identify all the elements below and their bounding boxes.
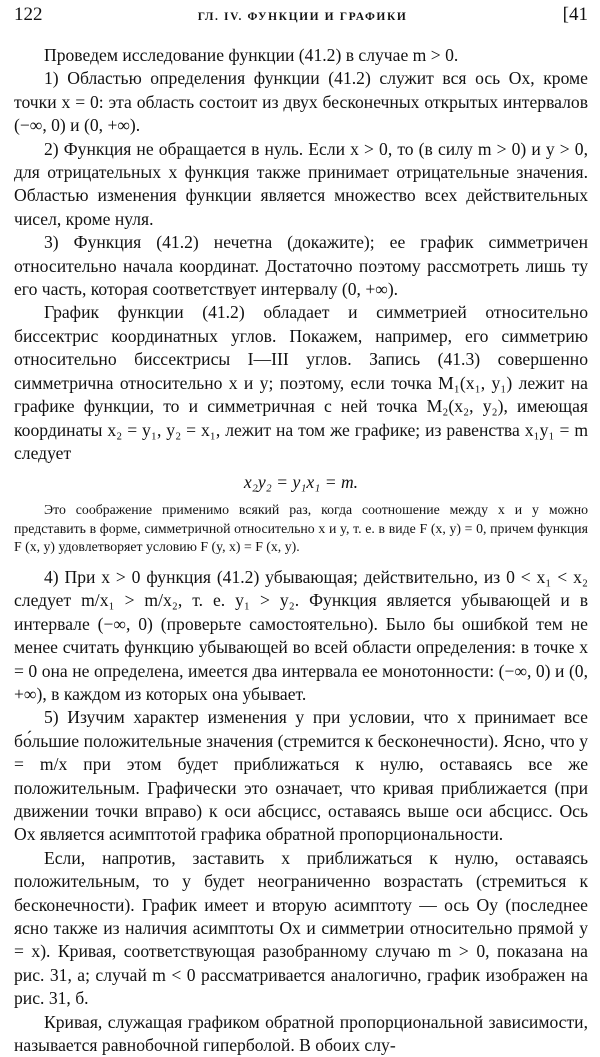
paragraph-domain: 1) Областью определения функции (41.2) служит вся ось Ox, кроме точки x = 0: эта область состоит из двух бесконечных открытых интервалов (−∞, 0) и (0, +∞). xyxy=(14,68,588,136)
page-number: 122 xyxy=(14,4,43,25)
paragraph-hyperbola: Кривая, служащая графиком обратной пропорциональной зависимости, называется равнобочной гиперболой. В обоих слу- xyxy=(14,1011,588,1056)
section-mark: [41 xyxy=(562,4,588,25)
paragraph-odd-function: 3) Функция (41.2) нечетна (докажите); ее график симметричен относительно начала координат. Достаточно поэтому рассмотреть лишь ту его часть, которая соответствует интервалу (0, +∞). xyxy=(14,232,588,300)
page-header xyxy=(14,4,588,34)
running-head: ГЛ. IV. ФУНКЦИИ И ГРАФИКИ xyxy=(197,11,408,23)
paragraph-symmetry: График функции (41.2) обладает и симметрией относительно биссектрис координатных углов. Покажем, например, его симметрию относительно биссектрисы I—III углов. Запись (41.3) совершенно симметрична относительно x и y; поэтому, если точка M₁(x₁, y₁) лежит на графике функции, то и симметричная с ней точка M₂(x₂, y₂), имеющая координаты x₂ = y₁, y₂ = x₁, лежит на том же графике; из равенства x₁y₁ = m следует xyxy=(14,302,588,463)
paragraph-asymptote-ox: 5) Изучим характер изменения y при условии, что x принимает все бо́льшие положительные значения (стремится к бесконечности). Ясно, что y = m/x при этом будет приближаться к нулю, оставаясь все же положительным. Графически это означает, что кривая приближается (при движении точки вправо) к оси абсцисс, оставаясь выше оси абсцисс. Ось Ox является асимптотой графика обратной пропорциональности. xyxy=(14,707,588,845)
paragraph-decreasing: 4) При x > 0 функция (41.2) убывающая; действительно, из 0 < x₁ < x₂ следует m/x₁ > m/x₂, т. е. y₁ > y₂. Функция является убывающей и в интервале (−∞, 0) (проверьте самостоятельно). Было бы ошибкой тем не менее считать функцию убывающей во всей области определения: в точке x = 0 она не определена, имеется два интервала ее монотонности: (−∞, 0) и (0, +∞), в каждом из которых она убывает. xyxy=(14,566,588,704)
display-formula: x₂y₂ = y₁x₁ = m. xyxy=(243,472,359,493)
paragraph-range: 2) Функция не обращается в нуль. Если x > 0, то (в силу m > 0) и y > 0, для отрицательных x функция также принимает отрицательные значения. Областью изменения функции является множество всех действительных чисел, кроме нуля. xyxy=(14,138,588,229)
paragraph-intro: Проведем исследование функции (41.2) в случае m > 0. xyxy=(44,45,459,65)
paragraph-asymptote-oy: Если, напротив, заставить x приближаться к нулю, оставаясь положительным, то y будет неограниченно возрастать (стремиться к бесконечности). График имеет и вторую асимптоту — ось Oy (последнее ясно также из наличия асимптоты Ox и симметрии относительно прямой y = x). Кривая, соответствующая разобранному случаю m > 0, показана на рис. 31, а; случай m < 0 рассматривается аналогично, график изображен на рис. 31, б. xyxy=(14,847,588,1009)
small-print-note: Это соображение применимо всякий раз, когда соотношение между x и y можно представить в форме, симметричной относительно x и y, т. е. в виде F (x, y) = 0, причем функция F (x, y) удовлетворяет условию F (y, x) = F (x, y). xyxy=(14,502,588,554)
